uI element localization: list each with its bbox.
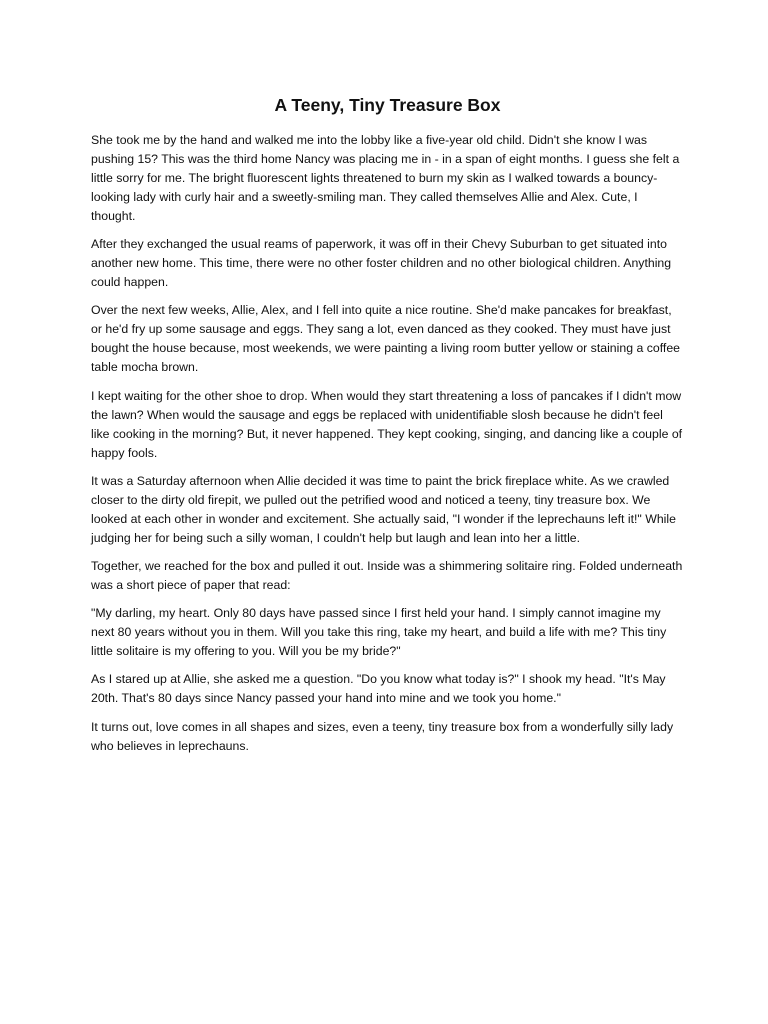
paragraph: Over the next few weeks, Allie, Alex, and I fell into quite a nice routine. She'd make pancakes for breakfast, or he'd fry up some sausage and eggs. They sang a lot, even danced as they cooked. They must have just bought the house because, most weekends, we were painting a living room butter yellow or staining a coffee table mocha brown. <box>91 303 681 375</box>
document-title: A Teeny, Tiny Treasure Box <box>274 95 501 115</box>
document-body <box>91 131 684 756</box>
paragraph: As I stared up at Allie, she asked me a question. "Do you know what today is?" I shook my head. "It's May 20th. That's 80 days since Nancy passed your hand into mine and we took you home." <box>91 672 666 706</box>
paragraph: It turns out, love comes in all shapes and sizes, even a teeny, tiny treasure box from a wonderfully silly lady who believes in leprechauns. <box>91 719 674 753</box>
paragraph: She took me by the hand and walked me into the lobby like a five-year old child. Didn't she know I was pushing 15? This was the third home Nancy was placing me in - in a span of eight months. I guess she felt a little sorry for me. The bright fluorescent lights threatened to burn my skin as I walked towards a bouncy-looking lady with curly hair and a sweetly-smiling man. They called themselves Allie and Alex. Cute, I thought. <box>91 133 680 223</box>
paragraph: After they exchanged the usual reams of paperwork, it was off in their Chevy Suburban to get situated into another new home. This time, there were no other foster children and no other biological children. Anything could happen. <box>91 237 672 290</box>
paragraph: Together, we reached for the box and pulled it out. Inside was a shimmering solitaire ring. Folded underneath was a short piece of paper that read: <box>91 558 683 592</box>
paragraph: I kept waiting for the other shoe to drop. When would they start threatening a loss of pancakes if I didn't mow the lawn? When would the sausage and eggs be replaced with unidentifiable slosh because he didn't feel like cooking in the morning? But, it never happened. They kept cooking, singing, and dancing like a couple of happy fools. <box>91 388 683 460</box>
paragraph: It was a Saturday afternoon when Allie decided it was time to paint the brick fireplace white. As we crawled closer to the dirty old firepit, we pulled out the petrified wood and noticed a teeny, tiny treasure box. We looked at each other in wonder and excitement. She actually said, "I wonder if the leprechauns left it!" While judging her for being such a silly woman, I couldn't help but laugh and lean into her a little. <box>91 473 676 545</box>
paragraph: "My darling, my heart. Only 80 days have passed since I first held your hand. I simply cannot imagine my next 80 years without you in them. Will you take this ring, take my heart, and build a life with me? This tiny little solitaire is my offering to you. Will you be my bride?" <box>91 606 667 659</box>
